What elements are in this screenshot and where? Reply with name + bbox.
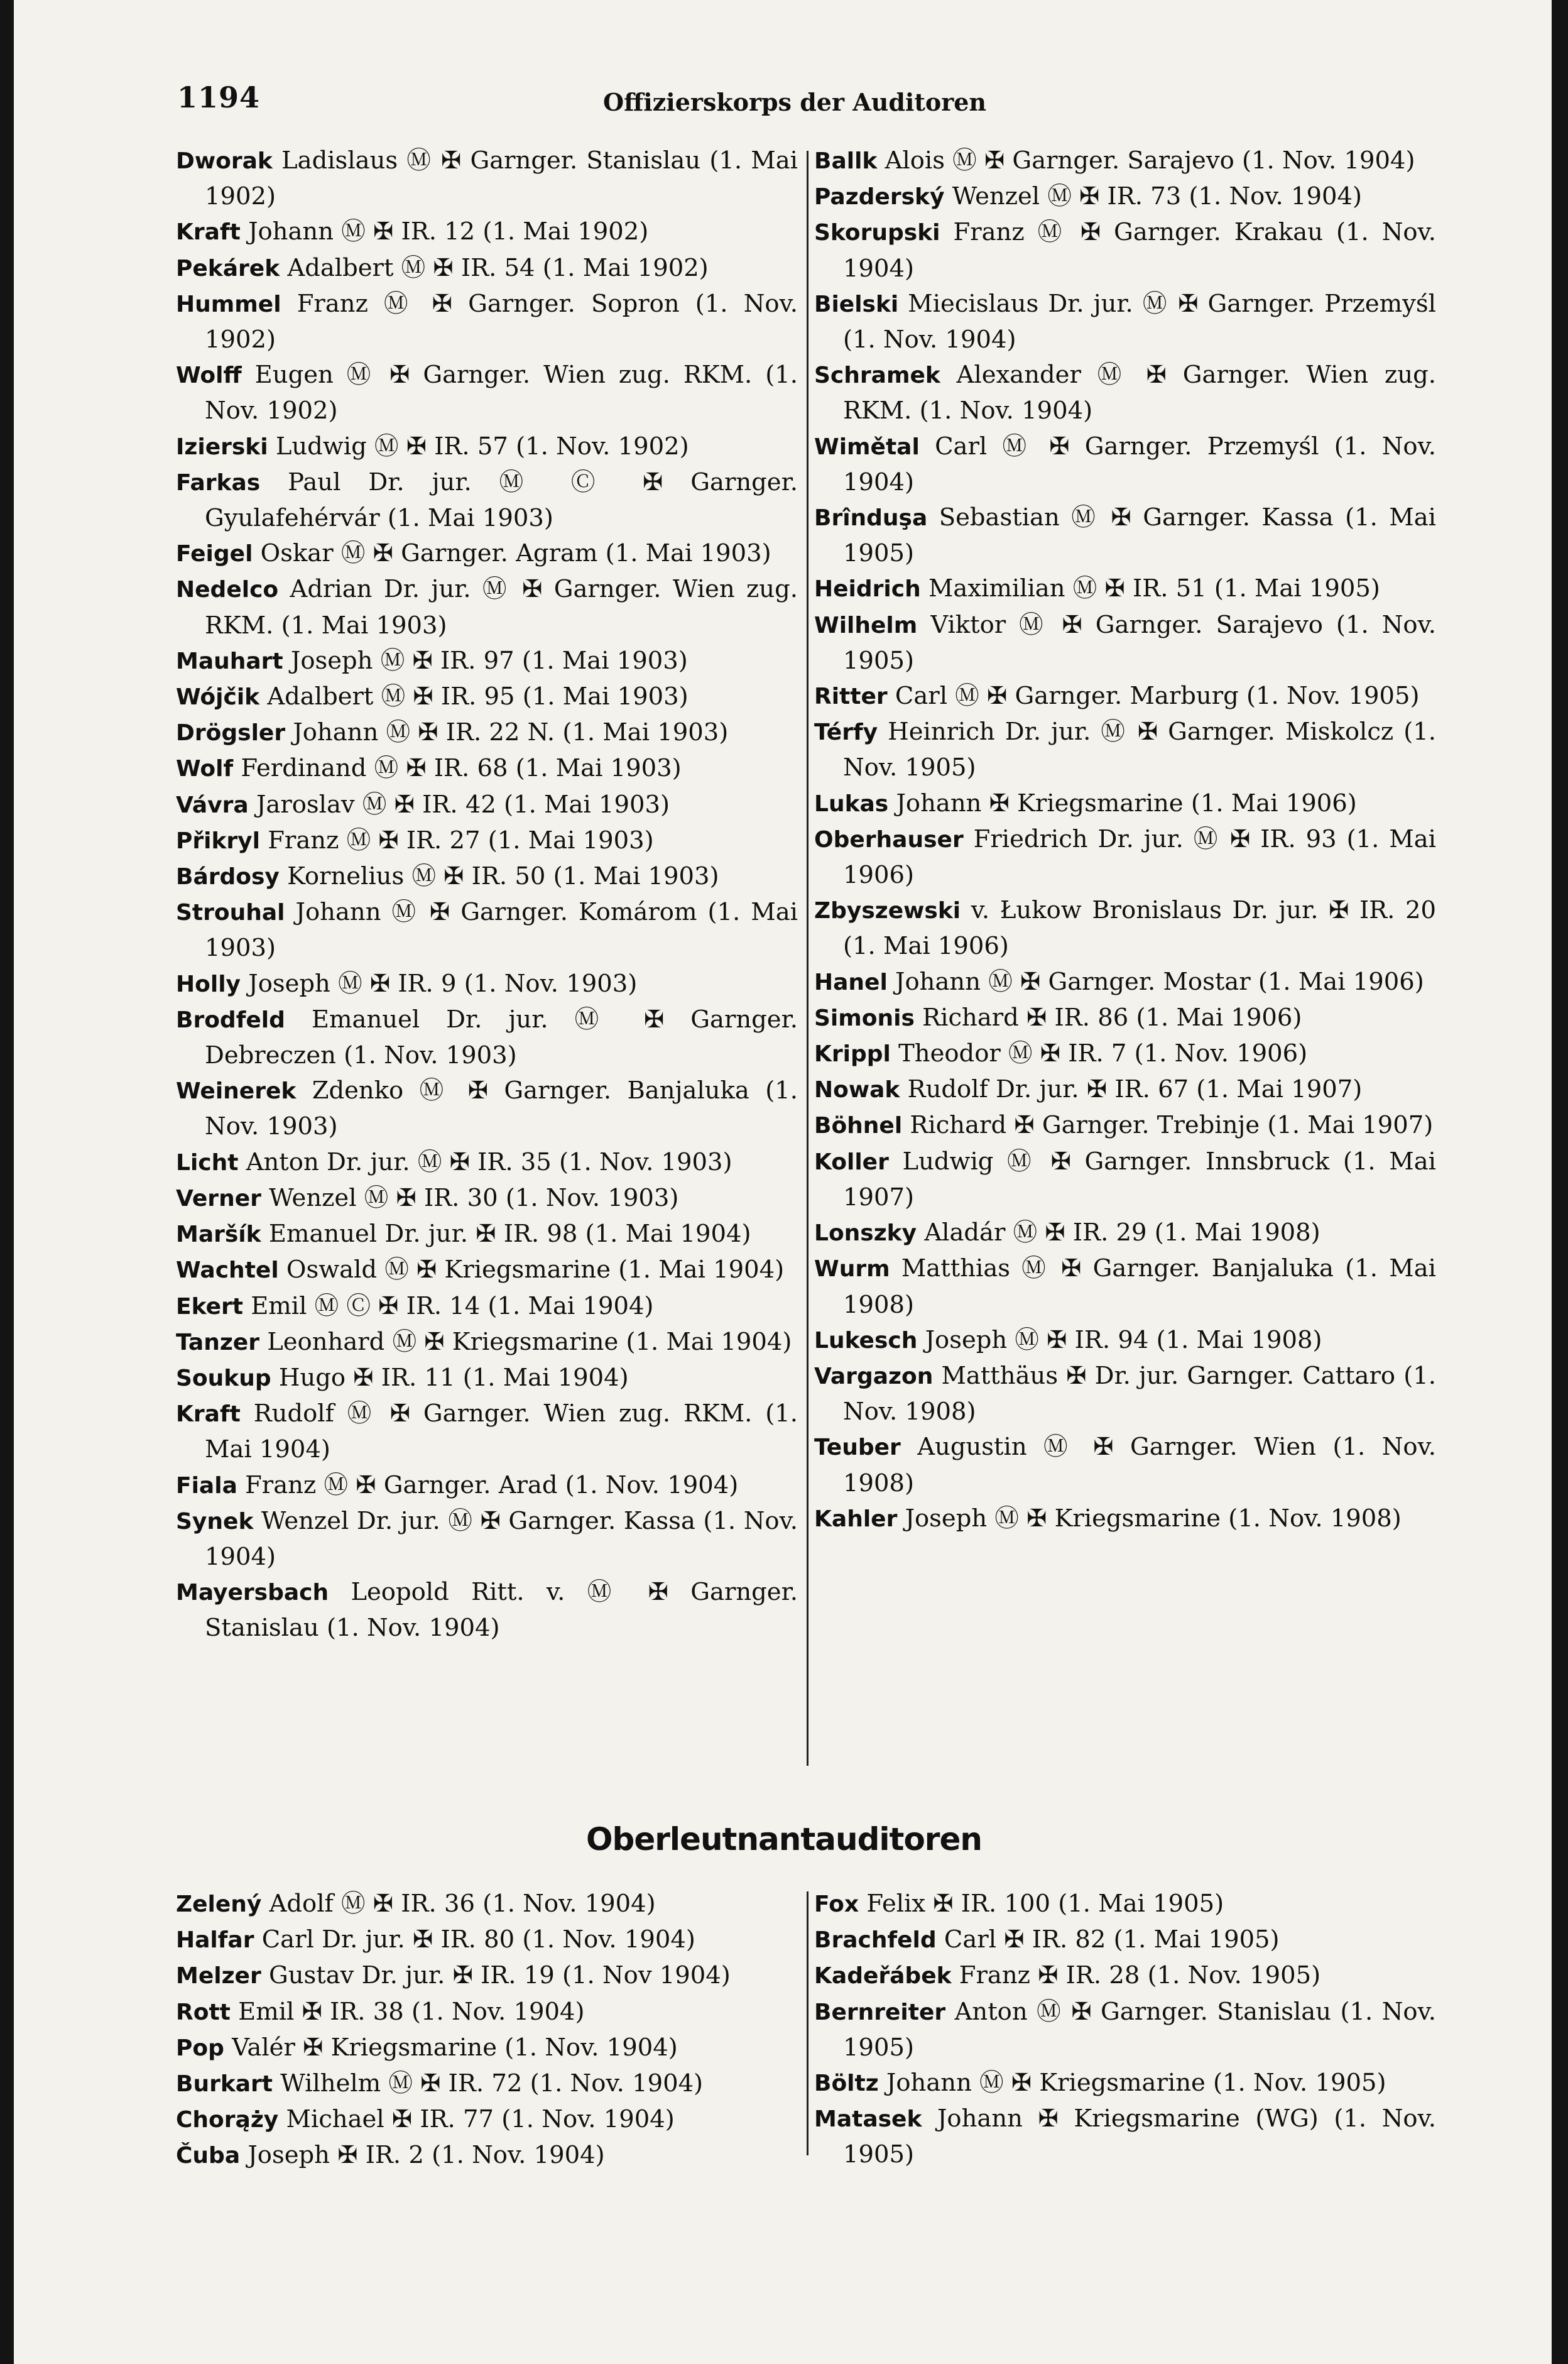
officer-surname: Fiala: [176, 1472, 237, 1499]
officer-surname: Burkart: [176, 2071, 273, 2098]
officer-surname: Pazderský: [814, 184, 945, 211]
officer-details: Emil ✠ IR. 38 (1. Nov. 1904): [230, 1997, 585, 2026]
officer-surname: Bárdosy: [176, 864, 280, 890]
officer-entry: [176, 1145, 798, 1181]
officer-surname: Krippl: [814, 1041, 891, 1068]
officer-surname: Wurm: [814, 1256, 890, 1283]
officer-details: Oswald Ⓜ ✠ Kriegsmarine (1. Mai 1904): [278, 1256, 785, 1284]
officer-surname: Halfar: [176, 1927, 254, 1954]
officer-surname: Lukesch: [814, 1327, 918, 1354]
officer-details: Gustav Dr. jur. ✠ IR. 19 (1. Nov 1904): [261, 1961, 731, 1990]
page-number: 1194: [177, 80, 261, 114]
officer-surname: Rott: [176, 1999, 231, 2025]
running-head: Offizierskorps der Auditoren: [603, 88, 987, 116]
officer-entry: [176, 1995, 798, 2030]
officer-surname: Licht: [176, 1149, 239, 1176]
officer-entry: [176, 715, 798, 751]
officer-entry: [176, 1252, 798, 1288]
officer-entry: [814, 143, 1436, 179]
officer-entry: [176, 1073, 798, 1144]
officer-entry: [814, 965, 1436, 1000]
officer-entry: [814, 893, 1436, 964]
officer-details: Anton Dr. jur. Ⓜ ✠ IR. 35 (1. Nov. 1903): [238, 1147, 732, 1176]
officer-details: Felix ✠ IR. 100 (1. Mai 1905): [859, 1890, 1224, 1918]
officer-entry: [814, 1108, 1436, 1144]
oberleutnant-right-column: [814, 1886, 1436, 2173]
officer-details: Adolf Ⓜ ✠ IR. 36 (1. Nov. 1904): [261, 1890, 656, 1918]
officer-entry: [176, 1181, 798, 1217]
officer-entry: [814, 608, 1436, 679]
officer-surname: Tanzer: [176, 1329, 259, 1355]
officer-details: Joseph Ⓜ ✠ IR. 94 (1. Mai 1908): [917, 1325, 1322, 1354]
officer-surname: Bernreiter: [814, 1999, 946, 2025]
officer-surname: Izierski: [176, 434, 268, 460]
officer-details: Franz Ⓜ ✠ Garnger. Krakau (1. Nov. 1904): [843, 218, 1436, 283]
officer-details: Franz Ⓜ ✠ IR. 27 (1. Mai 1903): [259, 826, 654, 855]
officer-details: Ludwig Ⓜ ✠ IR. 57 (1. Nov. 1902): [268, 432, 689, 461]
officer-entry: [814, 679, 1436, 714]
officer-entry: [814, 1072, 1436, 1108]
officer-details: Matthias Ⓜ ✠ Garnger. Banjaluka (1. Mai 1908): [843, 1254, 1436, 1319]
officer-surname: Teuber: [814, 1435, 901, 1461]
officer-details: Richard ✠ Garnger. Trebinje (1. Mai 1907): [902, 1111, 1434, 1140]
officer-entry: [176, 287, 798, 358]
officer-details: Franz Ⓜ ✠ Garnger. Sopron (1. Nov. 1902): [205, 289, 798, 354]
officer-details: Joseph Ⓜ ✠ IR. 97 (1. Mai 1903): [283, 646, 688, 675]
officer-surname: Čuba: [176, 2143, 241, 2169]
officer-surname: Böltz: [814, 2071, 879, 2097]
officer-entry: [176, 1325, 798, 1360]
officer-details: Wenzel Dr. jur. Ⓜ ✠ Garnger. Kassa (1. Nov. 1904): [205, 1506, 798, 1571]
officer-surname: Kraft: [176, 219, 241, 246]
officer-surname: Farkas: [176, 469, 261, 496]
officer-details: Augustin Ⓜ ✠ Garnger. Wien (1. Nov. 1908): [843, 1433, 1436, 1497]
officer-surname: Ballk: [814, 148, 878, 174]
officer-details: Carl Ⓜ ✠ Garnger. Przemyśl (1. Nov. 1904): [843, 432, 1436, 496]
officer-surname: Kraft: [176, 1401, 241, 1428]
officer-entry: [814, 1958, 1436, 1994]
officer-details: Ladislaus Ⓜ ✠ Garnger. Stanislau (1. Mai 1902): [205, 146, 798, 211]
officer-entry: [176, 1958, 798, 1994]
officer-entry: [176, 751, 798, 787]
officer-details: Aladár Ⓜ ✠ IR. 29 (1. Mai 1908): [917, 1218, 1320, 1247]
officer-entry: [176, 1468, 798, 1504]
officer-surname: Verner: [176, 1185, 261, 1212]
officer-entry: [176, 1289, 798, 1325]
officer-surname: Ritter: [814, 684, 888, 710]
officer-surname: Fox: [814, 1891, 859, 1917]
section-heading: Oberleutnantauditoren: [586, 1821, 982, 1858]
officer-entry: [814, 822, 1436, 893]
officer-surname: Mayersbach: [176, 1580, 329, 1606]
officer-entry: [176, 1360, 798, 1396]
officer-surname: Přikryl: [176, 828, 260, 854]
officer-details: Ferdinand Ⓜ ✠ IR. 68 (1. Mai 1903): [233, 754, 682, 783]
officer-details: Oskar Ⓜ ✠ Garnger. Agram (1. Mai 1903): [253, 539, 771, 568]
officer-details: Hugo ✠ IR. 11 (1. Mai 1904): [271, 1363, 629, 1392]
officer-details: Alois Ⓜ ✠ Garnger. Sarajevo (1. Nov. 1904): [877, 146, 1415, 175]
officer-entry: [176, 1217, 798, 1252]
oberleutnant-left-column: [176, 1886, 798, 2174]
officer-surname: Böhnel: [814, 1113, 903, 1139]
officer-surname: Feigel: [176, 541, 253, 567]
officer-surname: Wachtel: [176, 1257, 279, 1284]
officer-details: Valér ✠ Kriegsmarine (1. Nov. 1904): [224, 2033, 678, 2062]
officer-entry: [176, 1575, 798, 1646]
officer-details: Johann ✠ Kriegsmarine (WG) (1. Nov. 1905): [843, 2104, 1436, 2169]
officer-surname: Weinerek: [176, 1078, 297, 1105]
officer-details: Johann ✠ Kriegsmarine (1. Mai 1906): [888, 789, 1357, 818]
officer-details: Heinrich Dr. jur. Ⓜ ✠ Garnger. Miskolcz (1. Nov. 1905): [843, 718, 1436, 782]
officer-details: Wenzel Ⓜ ✠ IR. 73 (1. Nov. 1904): [944, 182, 1362, 211]
officer-entry: [176, 895, 798, 966]
officer-surname: Pop: [176, 2035, 224, 2061]
officer-details: Johann Ⓜ ✠ Kriegsmarine (1. Nov. 1905): [878, 2069, 1386, 2098]
officer-entry: [814, 1251, 1436, 1322]
officer-details: Johann Ⓜ ✠ IR. 22 N. (1. Mai 1903): [285, 718, 729, 747]
officer-details: Franz ✠ IR. 28 (1. Nov. 1905): [951, 1961, 1321, 1990]
officer-details: Johann Ⓜ ✠ IR. 12 (1. Mai 1902): [240, 217, 649, 246]
officer-entry: [814, 1215, 1436, 1251]
officer-entry: [814, 1501, 1436, 1537]
officer-details: Wenzel Ⓜ ✠ IR. 30 (1. Nov. 1903): [261, 1183, 679, 1212]
officer-entry: [176, 429, 798, 465]
officer-surname: Oberhauser: [814, 826, 964, 853]
officer-entry: [814, 215, 1436, 286]
officer-entry: [176, 1396, 798, 1467]
officer-entry: [176, 966, 798, 1002]
officer-surname: Synek: [176, 1508, 254, 1535]
officer-entry: [176, 214, 798, 250]
officer-details: Ludwig Ⓜ ✠ Garnger. Innsbruck (1. Mai 1907): [843, 1147, 1436, 1212]
officer-surname: Matasek: [814, 2106, 922, 2133]
officer-surname: Wilhelm: [814, 612, 918, 638]
officer-entry: [814, 786, 1436, 822]
scan-left-edge: [0, 0, 14, 2364]
officer-entry: [814, 714, 1436, 785]
officer-entry: [176, 823, 798, 859]
officer-details: v. Łukow Bronislaus Dr. jur. ✠ IR. 20 (1. Mai 1906): [843, 896, 1436, 961]
officer-entry: [814, 1922, 1436, 1958]
officer-surname: Ekert: [176, 1293, 243, 1320]
officer-surname: Chorąży: [176, 2107, 279, 2133]
column-divider: [807, 151, 808, 1766]
officer-surname: Wolf: [176, 756, 234, 782]
officer-details: Emanuel Dr. jur. ✠ IR. 98 (1. Mai 1904): [261, 1220, 751, 1249]
officer-entry: [176, 2138, 798, 2174]
officer-entry: [176, 358, 798, 429]
officer-entry: [814, 571, 1436, 607]
officer-surname: Simonis: [814, 1005, 915, 1031]
officer-entry: [176, 2066, 798, 2102]
officer-details: Miecislaus Dr. jur. Ⓜ ✠ Garnger. Przemyśl (1. Nov. 1904): [843, 289, 1436, 354]
officer-entry: [176, 679, 798, 715]
officer-details: Adalbert Ⓜ ✠ IR. 54 (1. Mai 1902): [280, 253, 709, 282]
scan-right-edge: [1552, 0, 1568, 2364]
officer-details: Carl ✠ IR. 82 (1. Mai 1905): [936, 1925, 1280, 1954]
officer-surname: Vávra: [176, 792, 249, 818]
officer-details: Zdenko Ⓜ ✠ Garnger. Banjaluka (1. Nov. 1903): [205, 1076, 798, 1141]
officer-entry: [176, 465, 798, 536]
officer-details: Adrian Dr. jur. Ⓜ ✠ Garnger. Wien zug. RKM. (1. Mai 1903): [205, 575, 798, 640]
officer-entry: [814, 1995, 1436, 2066]
officer-entry: [176, 643, 798, 679]
officer-details: Franz Ⓜ ✠ Garnger. Arad (1. Nov. 1904): [237, 1470, 739, 1499]
officer-surname: Térfy: [814, 720, 878, 746]
officer-entry: [176, 859, 798, 895]
officer-details: Maximilian Ⓜ ✠ IR. 51 (1. Mai 1905): [920, 574, 1380, 603]
officer-surname: Melzer: [176, 1963, 261, 1989]
officer-details: Matthäus ✠ Dr. jur. Garnger. Cattaro (1. Nov. 1908): [843, 1361, 1436, 1426]
officer-details: Viktor Ⓜ ✠ Garnger. Sarajevo (1. Nov. 1905): [843, 610, 1436, 675]
officer-surname: Koller: [814, 1149, 889, 1175]
officer-details: Michael ✠ IR. 77 (1. Nov. 1904): [278, 2105, 675, 2134]
officer-details: Joseph ✠ IR. 2 (1. Nov. 1904): [240, 2141, 605, 2170]
officer-details: Joseph Ⓜ ✠ Kriegsmarine (1. Nov. 1908): [897, 1504, 1402, 1533]
officer-surname: Brînduşa: [814, 505, 928, 532]
officer-entry: [176, 572, 798, 643]
officer-entry: [814, 1323, 1436, 1359]
officer-entry: [814, 500, 1436, 571]
officer-details: Carl Dr. jur. ✠ IR. 80 (1. Nov. 1904): [254, 1925, 695, 1954]
officer-details: Alexander Ⓜ ✠ Garnger. Wien zug. RKM. (1. Nov. 1904): [843, 361, 1436, 425]
officer-surname: Zbyszewski: [814, 898, 961, 924]
officer-entry: [814, 2066, 1436, 2101]
officer-surname: Skorupski: [814, 220, 940, 246]
officer-details: Johann Ⓜ ✠ Garnger. Mostar (1. Mai 1906): [887, 967, 1424, 996]
officer-entry: [176, 143, 798, 214]
officer-surname: Wójčik: [176, 684, 260, 711]
officer-details: Joseph Ⓜ ✠ IR. 9 (1. Nov. 1903): [241, 969, 638, 998]
officer-surname: Strouhal: [176, 900, 285, 926]
officer-surname: Brodfeld: [176, 1007, 285, 1033]
officer-details: Richard ✠ IR. 86 (1. Mai 1906): [914, 1003, 1302, 1032]
officer-details: Sebastian Ⓜ ✠ Garnger. Kassa (1. Mai 1905): [843, 503, 1436, 568]
officer-surname: Kadeřábek: [814, 1963, 952, 1989]
officer-surname: Wolff: [176, 363, 242, 389]
officer-entry: [814, 1886, 1436, 1922]
officer-entry: [814, 1000, 1436, 1036]
officer-surname: Brachfeld: [814, 1927, 937, 1954]
officer-details: Rudolf Dr. jur. ✠ IR. 67 (1. Mai 1907): [900, 1075, 1363, 1104]
officer-surname: Vargazon: [814, 1363, 934, 1389]
officer-details: Kornelius Ⓜ ✠ IR. 50 (1. Mai 1903): [279, 862, 719, 891]
officer-surname: Kahler: [814, 1506, 898, 1532]
officer-details: Adalbert Ⓜ ✠ IR. 95 (1. Mai 1903): [259, 682, 689, 711]
auditoren-right-column: [814, 143, 1436, 1537]
officer-surname: Drögsler: [176, 720, 286, 747]
officer-details: Wilhelm Ⓜ ✠ IR. 72 (1. Nov. 1904): [273, 2069, 704, 2098]
officer-entry: [814, 2101, 1436, 2172]
officer-surname: Pekárek: [176, 255, 280, 282]
officer-surname: Zelený: [176, 1891, 262, 1917]
officer-details: Rudolf Ⓜ ✠ Garnger. Wien zug. RKM. (1. Mai 1904): [205, 1399, 798, 1464]
officer-surname: Nowak: [814, 1077, 900, 1103]
auditoren-left-column: [176, 143, 798, 1646]
officer-details: Johann Ⓜ ✠ Garnger. Komárom (1. Mai 1903): [205, 898, 798, 963]
officer-surname: Bielski: [814, 291, 899, 317]
officer-details: Paul Dr. jur. Ⓜ Ⓒ ✠ Garnger. Gyulafehérvár (1. Mai 1903): [205, 468, 798, 533]
column-divider-lower: [807, 1891, 808, 2155]
officer-surname: Lonszky: [814, 1220, 917, 1247]
officer-entry: [176, 2102, 798, 2138]
officer-entry: [176, 1504, 798, 1575]
officer-entry: [814, 1144, 1436, 1215]
officer-details: Leopold Ritt. v. Ⓜ ✠ Garnger. Stanislau (1. Nov. 1904): [205, 1578, 798, 1643]
officer-entry: [814, 287, 1436, 358]
officer-entry: [814, 358, 1436, 429]
officer-entry: [814, 1430, 1436, 1501]
officer-details: Anton Ⓜ ✠ Garnger. Stanislau (1. Nov. 1905): [843, 1997, 1436, 2062]
officer-entry: [176, 536, 798, 572]
officer-details: Friedrich Dr. jur. Ⓜ ✠ IR. 93 (1. Mai 1906): [843, 824, 1436, 890]
officer-surname: Hanel: [814, 969, 888, 995]
officer-details: Theodor Ⓜ ✠ IR. 7 (1. Nov. 1906): [890, 1039, 1308, 1068]
officer-entry: [176, 1886, 798, 1922]
officer-details: Jaroslav Ⓜ ✠ IR. 42 (1. Mai 1903): [248, 790, 670, 819]
officer-surname: Lukas: [814, 791, 889, 817]
officer-surname: Soukup: [176, 1365, 271, 1391]
officer-details: Eugen Ⓜ ✠ Garnger. Wien zug. RKM. (1. Nov. 1902): [205, 361, 798, 425]
officer-surname: Nedelco: [176, 577, 279, 603]
officer-surname: Maršík: [176, 1222, 261, 1248]
officer-entry: [176, 2030, 798, 2066]
officer-surname: Dworak: [176, 148, 273, 174]
officer-surname: Hummel: [176, 291, 281, 317]
officer-surname: Mauhart: [176, 648, 283, 674]
officer-entry: [814, 429, 1436, 500]
officer-surname: Wimětal: [814, 434, 920, 460]
officer-details: Emil Ⓜ Ⓒ ✠ IR. 14 (1. Mai 1904): [242, 1291, 654, 1320]
officer-entry: [814, 1036, 1436, 1072]
officer-surname: Heidrich: [814, 576, 921, 603]
officer-surname: Schramek: [814, 363, 940, 389]
officer-entry: [814, 1359, 1436, 1430]
officer-details: Emanuel Dr. jur. Ⓜ ✠ Garnger. Debreczen (1. Nov. 1903): [205, 1005, 798, 1070]
officer-entry: [814, 179, 1436, 215]
officer-details: Carl Ⓜ ✠ Garnger. Marburg (1. Nov. 1905): [887, 682, 1420, 711]
officer-entry: [176, 1002, 798, 1073]
officer-entry: [176, 1922, 798, 1958]
officer-entry: [176, 251, 798, 287]
officer-entry: [176, 787, 798, 823]
officer-surname: Holly: [176, 971, 241, 997]
officer-details: Leonhard Ⓜ ✠ Kriegsmarine (1. Mai 1904): [259, 1327, 792, 1356]
